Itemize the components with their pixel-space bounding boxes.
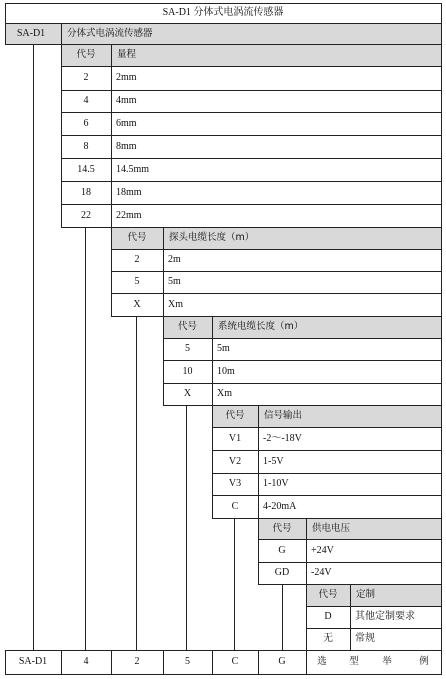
system-cable-code-header: 代号 [177,321,198,332]
signal-output-header-shade [213,406,441,427]
example-cell: G [278,656,286,667]
signal-output-code: C [231,500,239,512]
example-label-char: 例 [419,656,429,667]
range-value: 14.5mm [116,163,150,175]
system-cable-value: 5m [217,343,230,354]
probe-cable-value-header: 探头电缆长度（m） [169,232,255,243]
signal-output-code: V1 [228,432,242,444]
signal-output-value: -2～-18V [263,432,302,444]
document-title: SA-D1 分体式电涡流传感器 [162,7,284,18]
range-code: 14.5 [77,163,95,175]
example-label-char: 选 [317,656,327,667]
example-cell: 4 [83,656,89,667]
system-cable-value-header: 系统电缆长度（m） [218,321,304,332]
signal-output-value: 1-5V [263,455,284,467]
power-supply-code: G [278,544,286,556]
power-supply-value: -24V [311,567,332,578]
example-cell: 5 [185,656,190,667]
custom-value-header: 定制 [356,589,376,600]
example-label-char: 型 [349,656,359,667]
range-value: 6mm [116,117,137,129]
custom-code: D [324,611,332,622]
signal-output-value-header: 信号输出 [264,410,303,421]
signal-output-value: 1-10V [263,478,289,489]
range-code: 4 [83,95,89,106]
example-cell: SA-D1 [18,656,48,667]
custom-value: 其他定制要求 [355,611,415,622]
custom-code-header: 代号 [318,589,338,600]
power-supply-value-header: 供电电压 [312,522,351,534]
signal-output-code: V2 [228,455,242,467]
range-code: 6 [83,117,89,129]
range-code: 8 [83,140,89,152]
model-name: 分体式电涡流传感器 [67,28,153,39]
example-label-char: 举 [382,656,392,667]
signal-output-code-header: 代号 [225,410,245,421]
range-code: 2 [83,72,89,83]
probe-cable-value: 5m [168,276,181,287]
power-supply-code: GD [274,567,290,578]
range-value-header: 量程 [117,49,137,60]
probe-cable-code: X [133,298,141,310]
example-cell: C [231,656,239,667]
power-supply-value: +24V [311,544,334,556]
probe-cable-value: Xm [168,298,183,310]
system-cable-code: 5 [185,343,190,354]
range-code-header: 代号 [76,49,96,60]
probe-cable-code: 2 [134,254,140,265]
system-cable-code: X [183,388,192,399]
range-value: 2mm [116,72,137,83]
range-value: 18mm [116,186,142,198]
signal-output-value: 4-20mA [263,500,297,512]
probe-cable-header-shade [112,228,441,249]
system-cable-value: 10m [217,365,235,377]
example-cell: 2 [134,656,140,667]
range-value: 8mm [116,140,137,152]
signal-output-code: V3 [228,478,242,489]
custom-code: 无 [323,633,333,644]
power-supply-code-header: 代号 [272,522,292,534]
model-code: SA-D1 [16,28,46,39]
range-value: 22mm [116,209,142,221]
range-code: 18 [81,186,91,198]
system-cable-code: 10 [182,365,193,377]
probe-cable-code: 5 [134,276,140,287]
system-cable-value: Xm [217,388,232,399]
range-code: 22 [81,209,91,221]
probe-cable-value: 2m [168,254,181,265]
custom-value: 常规 [355,633,375,644]
probe-cable-code-header: 代号 [127,232,147,243]
range-value: 4mm [116,95,137,106]
